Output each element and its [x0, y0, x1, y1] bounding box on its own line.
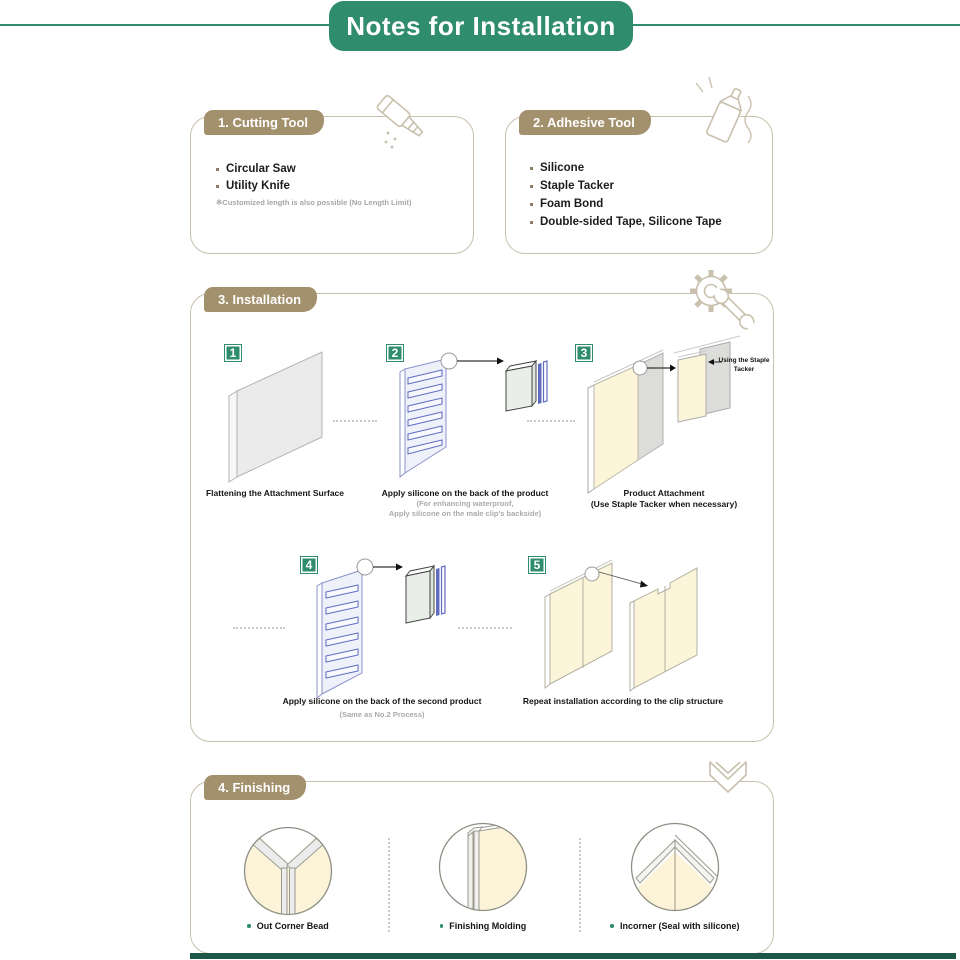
step-5-panels [545, 560, 697, 691]
bullet-icon [216, 185, 219, 188]
cutting-item: Circular Saw [216, 163, 296, 175]
step-2-number: 2 [386, 344, 404, 362]
utility-knife-icon [370, 88, 446, 154]
installation-label: 3. Installation [204, 287, 317, 312]
finishing-item: Incorner (Seal with silicone) [583, 921, 767, 931]
step-4-panel [317, 559, 445, 698]
adhesive-item: Staple Tacker [530, 180, 614, 192]
step-5-number: 5 [528, 556, 546, 574]
adhesive-tool-label: 2. Adhesive Tool [519, 110, 651, 135]
cutting-note: ※Customized length is also possible (No Length Limit) [216, 198, 412, 207]
silicone-tube-icon [692, 82, 772, 162]
cutting-item: Utility Knife [216, 180, 290, 192]
finishing-item: Out Corner Bead [208, 921, 368, 931]
step-3-number: 3 [575, 344, 593, 362]
step-3-annotation: Using the Staple Tacker [718, 357, 770, 373]
step-5-caption: Repeat installation according to the clip structure [522, 696, 724, 706]
bullet-icon [530, 167, 533, 170]
adhesive-item: Silicone [530, 162, 584, 174]
bullet-icon [530, 185, 533, 188]
bullet-icon [247, 924, 251, 928]
step-4-number: 4 [300, 556, 318, 574]
finishing-label: 4. Finishing [204, 775, 306, 800]
step-3-caption: Product Attachment (Use Staple Tacker when necessary) [590, 488, 738, 509]
adhesive-item: Foam Bond [530, 198, 603, 210]
finishing-item: Finishing Molding [403, 921, 563, 931]
bullet-icon [440, 924, 444, 928]
step-1-caption: Flattening the Attachment Surface [205, 488, 345, 498]
step-1-number: 1 [224, 344, 242, 362]
dotted-separator [579, 838, 581, 932]
step-2-panel [400, 353, 547, 477]
bullet-icon [610, 924, 614, 928]
bullet-icon [216, 168, 219, 171]
cutting-tool-label: 1. Cutting Tool [204, 110, 324, 135]
step-4-caption: Apply silicone on the back of the second product (Same as No.2 Process) [282, 696, 482, 719]
dotted-separator [388, 838, 390, 932]
step-1-panel [229, 352, 322, 482]
step-2-caption: Apply silicone on the back of the product (For enhancing waterproof, Apply silicone on the male clip's backside) [381, 488, 549, 518]
footer-accent-bar [190, 953, 956, 959]
finishing-molding-drawing [439, 820, 528, 913]
page-title: Notes for Installation [329, 1, 633, 51]
adhesive-item: Double-sided Tape, Silicone Tape [530, 216, 722, 228]
bullet-icon [530, 203, 533, 206]
bullet-icon [530, 221, 533, 224]
